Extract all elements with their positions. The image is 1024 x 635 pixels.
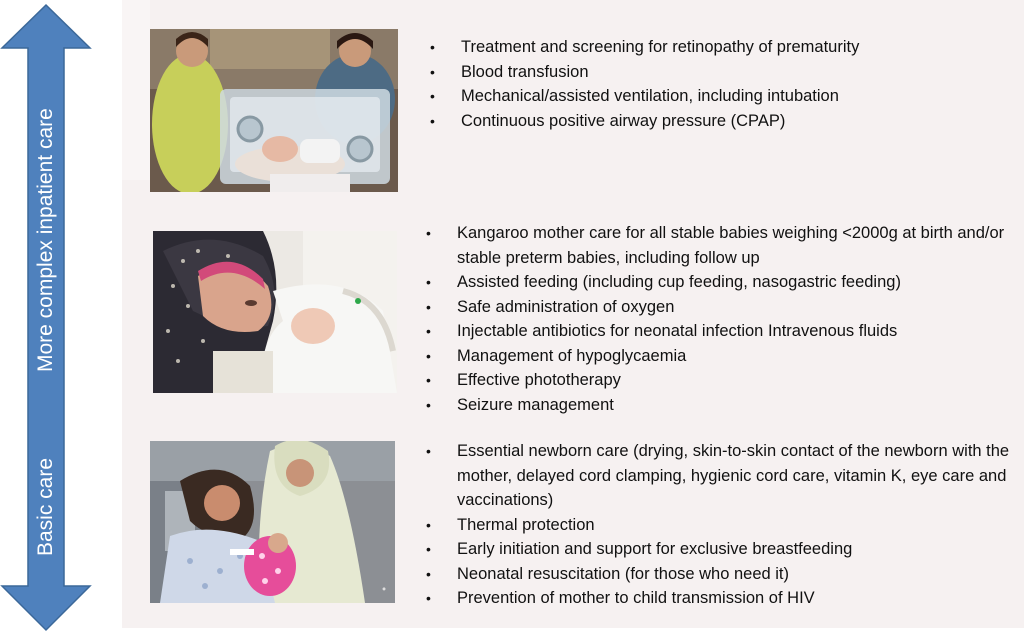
tier-intermediate-list <box>424 221 1018 417</box>
list-item: • Early initiation and support for exclusive breastfeeding <box>424 537 1018 562</box>
axis-top-label: More complex inpatient care <box>34 108 57 372</box>
tier-complex-list <box>428 35 1008 133</box>
list-item: • Management of hypoglycaemia <box>424 344 1018 369</box>
list-item: • Thermal protection <box>424 513 1018 538</box>
list-item: • Treatment and screening for retinopathy of prematurity <box>428 35 1008 60</box>
list-item: • Assisted feeding (including cup feeding, nasogastric feeding) <box>424 270 1018 295</box>
list-item: • Prevention of mother to child transmission of HIV <box>424 586 1018 611</box>
care-level-arrow <box>0 0 122 635</box>
list-item: • Continuous positive airway pressure (CPAP) <box>428 109 1008 134</box>
list-item: • Injectable antibiotics for neonatal infection Intravenous fluids <box>424 319 1018 344</box>
list-item: • Seizure management <box>424 393 1018 418</box>
list-item: • Effective phototherapy <box>424 368 1018 393</box>
mother-nurse-photo-icon <box>150 441 395 603</box>
list-item: • Blood transfusion <box>428 60 1008 85</box>
axis-bottom-label: Basic care <box>34 457 57 556</box>
list-item: • Safe administration of oxygen <box>424 295 1018 320</box>
svg-text:●: ● <box>381 586 388 591</box>
list-item: • Kangaroo mother care for all stable babies weighing <2000g at birth and/or stable preterm babies, including follow up <box>424 221 1018 270</box>
kangaroo-care-photo-icon <box>153 231 397 393</box>
incubator-photo-icon <box>150 29 398 192</box>
list-item: • Essential newborn care (drying, skin-to-skin contact of the newborn with the mother, delayed cord clamping, hygienic cord care, vitamin K, eye care and vaccinations) <box>424 439 1018 513</box>
tier-basic-list <box>424 439 1018 611</box>
panel-notch <box>122 0 150 180</box>
list-item: • Mechanical/assisted ventilation, including intubation <box>428 84 1008 109</box>
list-item: • Neonatal resuscitation (for those who need it) <box>424 562 1018 587</box>
